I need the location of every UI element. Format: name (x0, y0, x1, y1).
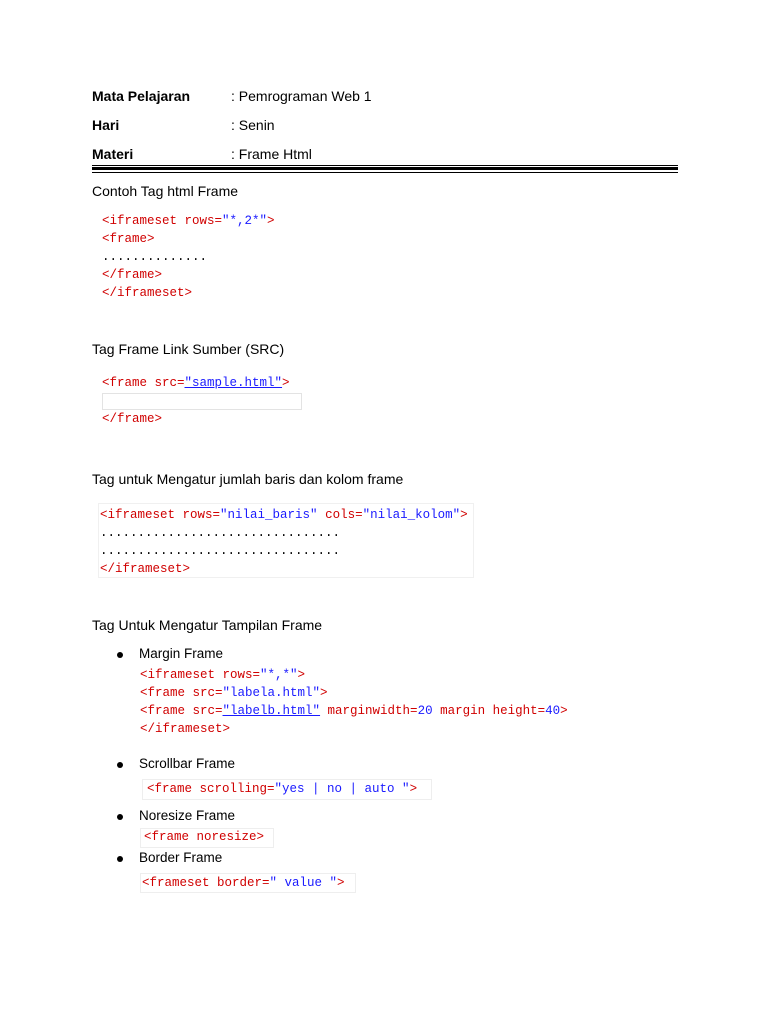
bullet-icon (117, 814, 123, 820)
code-line (100, 560, 468, 578)
code-token: ................................ (100, 544, 341, 558)
code-token: "nilai_kolom" (362, 508, 461, 522)
code-token: <iframeset rows= (100, 508, 221, 522)
code-token: "yes | no | auto " (274, 782, 410, 796)
code-line (102, 284, 275, 302)
code-token: "sample.html" (184, 376, 283, 390)
code-token: <frame> (102, 232, 155, 246)
item-scrollbar-frame: Scrollbar Frame (139, 756, 236, 771)
code-token: </frame> (102, 268, 163, 282)
code-line (102, 212, 275, 230)
heading-frame-src: Tag Frame Link Sumber (SRC) (92, 341, 285, 357)
code-token: > (337, 876, 345, 890)
code-line (102, 374, 290, 392)
code-block-baris-kolom (100, 506, 468, 578)
label-materi: Materi (92, 146, 134, 162)
code-token: marginwidth= (320, 704, 418, 718)
divider-line-thick (92, 167, 678, 170)
code-line (100, 506, 468, 524)
code-block-src (102, 374, 290, 428)
code-token: > (320, 686, 328, 700)
code-line (100, 542, 468, 560)
item-border-frame: Border Frame (139, 850, 223, 865)
code-token: cols= (317, 508, 363, 522)
code-line (100, 524, 468, 542)
code-token: <frame src= (102, 376, 185, 390)
value-hari: : Senin (231, 117, 275, 133)
code-token: margin height= (432, 704, 546, 718)
code-token: > (282, 376, 290, 390)
code-token: <frame scrolling= (147, 782, 275, 796)
code-line (102, 248, 275, 266)
code-block-noresize (144, 828, 264, 846)
code-line (142, 874, 345, 892)
code-line (140, 702, 568, 720)
code-token: <frame src= (140, 704, 223, 718)
code-token: </iframeset> (102, 286, 193, 300)
code-token (102, 394, 110, 408)
code-line (140, 684, 568, 702)
code-token: > (560, 704, 568, 718)
code-token: > (267, 214, 275, 228)
code-line (144, 828, 264, 846)
code-token: " value " (269, 876, 338, 890)
code-block-border (142, 874, 345, 892)
code-block-scrollbar (147, 780, 417, 798)
value-mata-pelajaran: : Pemrograman Web 1 (231, 88, 372, 104)
code-token: 40 (545, 704, 561, 718)
code-token: "*,*" (260, 668, 298, 682)
code-token: "labela.html" (222, 686, 321, 700)
divider-line-top (92, 165, 678, 166)
code-line (102, 392, 290, 410)
code-line (102, 266, 275, 284)
code-token: </iframeset> (100, 562, 191, 576)
code-block-contoh (102, 212, 275, 302)
code-token: <frame src= (140, 686, 223, 700)
code-line (147, 780, 417, 798)
code-token: .............. (102, 250, 208, 264)
code-token: <frame noresize> (144, 830, 265, 844)
item-margin-frame: Margin Frame (139, 646, 224, 661)
code-token: > (460, 508, 468, 522)
code-token: <iframeset rows= (140, 668, 261, 682)
bullet-icon (117, 762, 123, 768)
code-block-margin (140, 666, 568, 738)
divider-line-bottom (92, 172, 678, 173)
label-hari: Hari (92, 117, 120, 133)
code-token: "nilai_baris" (220, 508, 318, 522)
code-line (102, 230, 275, 248)
code-token: </frame> (102, 412, 163, 426)
code-token: </iframeset> (140, 722, 231, 736)
code-token: 20 (417, 704, 433, 718)
code-line (140, 720, 568, 738)
label-mata-pelajaran: Mata Pelajaran (92, 88, 191, 104)
code-line (102, 410, 290, 428)
code-token: "labelb.html" (222, 704, 321, 718)
heading-tampilan-frame: Tag Untuk Mengatur Tampilan Frame (92, 617, 323, 633)
code-token: "*,2*" (222, 214, 268, 228)
value-materi: : Frame Html (231, 146, 312, 162)
bullet-icon (117, 652, 123, 658)
item-noresize-frame: Noresize Frame (139, 808, 236, 823)
heading-contoh-tag: Contoh Tag html Frame (92, 183, 239, 199)
code-token: <frameset border= (142, 876, 270, 890)
heading-baris-kolom: Tag untuk Mengatur jumlah baris dan kolom frame (92, 471, 404, 487)
code-token: > (409, 782, 418, 796)
bullet-icon (117, 856, 123, 862)
code-line (140, 666, 568, 684)
code-token: ................................ (100, 526, 341, 540)
code-token: > (297, 668, 306, 682)
code-token: <iframeset rows= (102, 214, 223, 228)
